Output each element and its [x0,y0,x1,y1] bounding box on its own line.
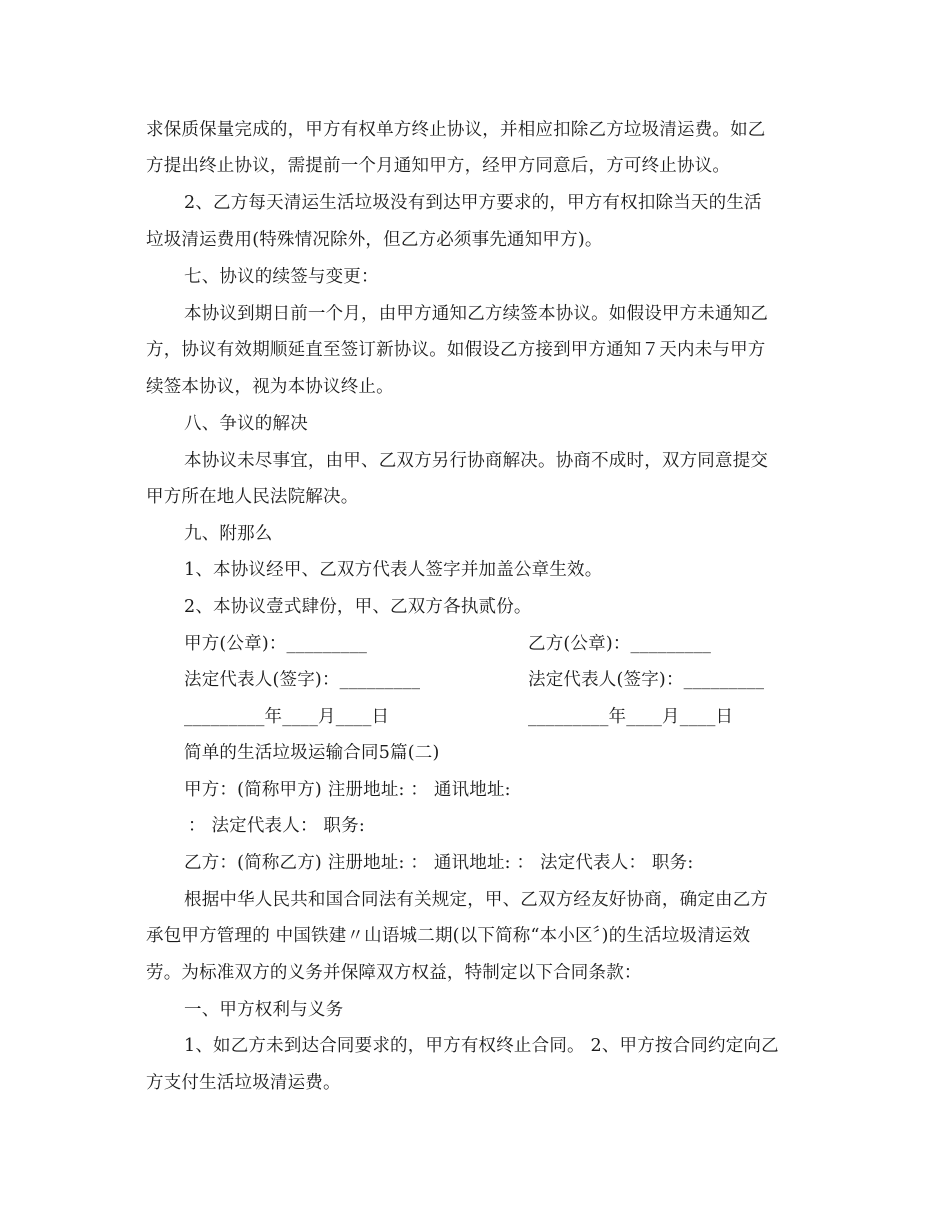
paragraph-line: 劳。为标准双方的义务并保障双方权益，特制定以下合同条款： [146,963,642,983]
party-b-date-field: _________年____月____日 [528,707,734,727]
paragraph-line: 续签本协议，视为本协议终止。 [146,377,394,397]
paragraph-line: 本协议未尽事宜，由甲、乙双方另行协商解决。协商不成时，双方同意提交 [184,451,769,471]
party-b-info: 乙方：(简称乙方) 注册地址: ： 通讯地址: ： 法定代表人： 职务: [184,853,694,873]
paragraph-line: 方提出终止协议，需提前一个月通知甲方，经甲方同意后，方可终止协议。 [146,156,731,176]
section-heading: 一、甲方权利与义务 [184,1000,344,1020]
paragraph-line: 方支付生活垃圾清运费。 [146,1073,341,1093]
paragraph-line: 1、本协议经甲、乙双方代表人签字并加盖公章生效。 [184,560,603,580]
party-a-info: 甲方：(简称甲方) 注册地址: ： 通讯地址: [184,780,511,800]
paragraph-line: 1、如乙方未到达合同要求的，甲方有权终止合同。 2、甲方按合同约定向乙 [184,1036,779,1056]
paragraph-line: 方，协议有效期顺延直至签订新协议。如假设乙方接到甲方通知７天内未与甲方 [146,340,766,360]
party-a-seal-field: 甲方(公章)：_________ [184,634,368,654]
paragraph-line: 2、乙方每天清运生活垃圾没有到达甲方要求的，甲方有权扣除当天的生活 [184,193,762,213]
paragraph-line: 承包甲方管理的 中国铁建〃山语城二期(以下简称“本小区〞)的生活垃圾清运效 [146,926,751,946]
party-a-representative-field: 法定代表人(签字)：_________ [184,670,421,690]
section-heading: 八、争议的解决 [184,414,308,434]
party-a-info-continued: ： 法定代表人： 职务: [188,816,365,836]
paragraph-line: 求保质保量完成的，甲方有权单方终止协议，并相应扣除乙方垃圾清运费。如乙 [146,120,766,140]
paragraph-line: 2、本协议壹式肆份，甲、乙双方各执贰份。 [184,597,532,617]
section-heading: 九、附那么 [184,524,273,544]
paragraph-line: 甲方所在地人民法院解决。 [146,487,359,507]
paragraph-line: 本协议到期日前一个月，由甲方通知乙方续签本协议。如假设甲方未通知乙 [184,304,769,324]
party-b-seal-field: 乙方(公章)：_________ [528,634,712,654]
party-b-representative-field: 法定代表人(签字)：_________ [528,670,765,690]
party-a-date-field: _________年____月____日 [184,707,390,727]
section-heading: 七、协议的续签与变更： [184,267,379,287]
paragraph-line: 垃圾清运费用(特殊情况除外，但乙方必须事先通知甲方)。 [146,230,603,250]
document-subtitle: 简单的生活垃圾运输合同5篇(二) [184,743,440,763]
paragraph-line: 根据中华人民共和国合同法有关规定，甲、乙双方经友好协商，确定由乙方 [184,890,769,910]
